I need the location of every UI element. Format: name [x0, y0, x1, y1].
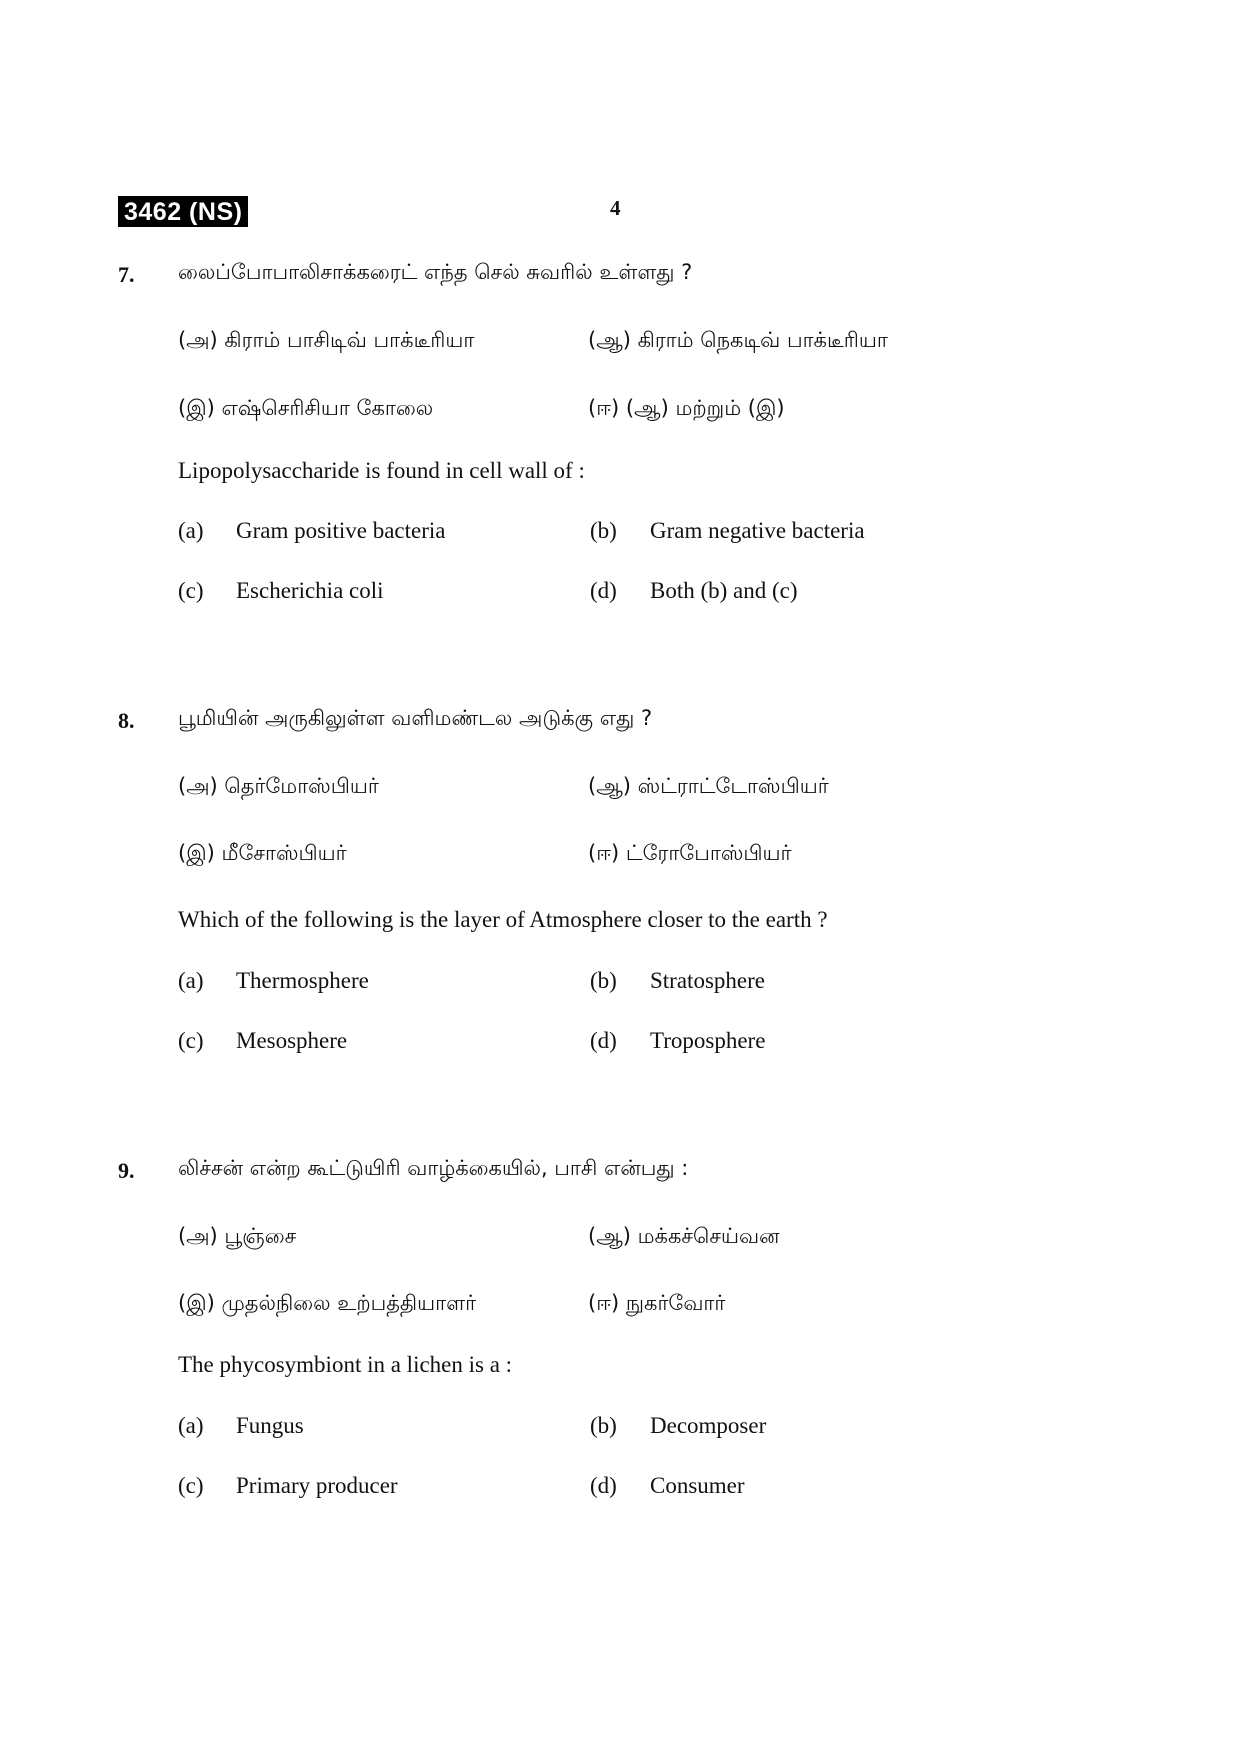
option-key-c: (c) — [178, 1028, 204, 1053]
option-key-a: (a) — [178, 968, 204, 993]
option-key-b: (b) — [590, 518, 617, 543]
option-text-c: Primary producer — [236, 1473, 398, 1498]
tamil-option-b: (ஆ) கிராம் நெகடிவ் பாக்டீரியா — [588, 328, 888, 352]
tamil-option-a: (அ) பூஞ்சை — [178, 1224, 297, 1248]
option-text-a: Fungus — [236, 1413, 304, 1438]
option-text-a: Gram positive bacteria — [236, 518, 446, 543]
paper-code-badge: 3462 (NS) — [118, 196, 248, 227]
option-text-d: Troposphere — [650, 1028, 766, 1053]
question-number: 8. — [118, 708, 135, 733]
tamil-question-text: பூமியின் அருகிலுள்ள வளிமண்டல அடுக்கு எது ? — [178, 706, 653, 730]
option-text-b: Gram negative bacteria — [650, 518, 865, 543]
option-text-c: Mesosphere — [236, 1028, 348, 1053]
option-key-b: (b) — [590, 1413, 617, 1438]
option-text-b: Decomposer — [650, 1413, 767, 1438]
english-question-text: Which of the following is the layer of Atmosphere closer to the earth ? — [178, 907, 828, 932]
option-key-b: (b) — [590, 968, 617, 993]
tamil-option-d: (ஈ) (ஆ) மற்றும் (இ) — [588, 396, 785, 420]
option-text-b: Stratosphere — [650, 968, 765, 993]
option-text-d: Both (b) and (c) — [650, 578, 798, 603]
question-number: 9. — [118, 1158, 135, 1183]
tamil-option-c: (இ) மீசோஸ்பியர் — [178, 841, 347, 865]
option-key-d: (d) — [590, 1028, 617, 1053]
option-key-c: (c) — [178, 578, 204, 603]
tamil-option-b: (ஆ) மக்கச்செய்வன — [588, 1224, 780, 1248]
option-key-c: (c) — [178, 1473, 204, 1498]
tamil-question-text: லைப்போபாலிசாக்கரைட் எந்த செல் சுவரில் உள்ளது ? — [178, 260, 693, 284]
tamil-question-text: லிச்சன் என்ற கூட்டுயிரி வாழ்க்கையில், பாசி என்பது : — [178, 1156, 689, 1180]
tamil-option-d: (ஈ) ட்ரோபோஸ்பியர் — [588, 841, 792, 865]
option-text-a: Thermosphere — [236, 968, 369, 993]
tamil-option-c: (இ) முதல்நிலை உற்பத்தியாளர் — [178, 1291, 477, 1315]
tamil-option-c: (இ) எஷ்செரிசியா கோலை — [178, 396, 434, 420]
option-text-c: Escherichia coli — [236, 578, 384, 603]
option-key-d: (d) — [590, 1473, 617, 1498]
option-key-d: (d) — [590, 578, 617, 603]
option-key-a: (a) — [178, 518, 204, 543]
option-key-a: (a) — [178, 1413, 204, 1438]
tamil-option-d: (ஈ) நுகர்வோர் — [588, 1291, 726, 1315]
english-question-text: Lipopolysaccharide is found in cell wall of : — [178, 458, 585, 483]
tamil-option-a: (அ) தெர்மோஸ்பியர் — [178, 774, 379, 798]
english-question-text: The phycosymbiont in a lichen is a : — [178, 1352, 513, 1377]
option-text-d: Consumer — [650, 1473, 745, 1498]
tamil-option-a: (அ) கிராம் பாசிடிவ் பாக்டீரியா — [178, 328, 475, 352]
question-number: 7. — [118, 262, 135, 287]
page-number: 4 — [610, 196, 621, 220]
tamil-option-b: (ஆ) ஸ்ட்ராட்டோஸ்பியர் — [588, 774, 829, 798]
